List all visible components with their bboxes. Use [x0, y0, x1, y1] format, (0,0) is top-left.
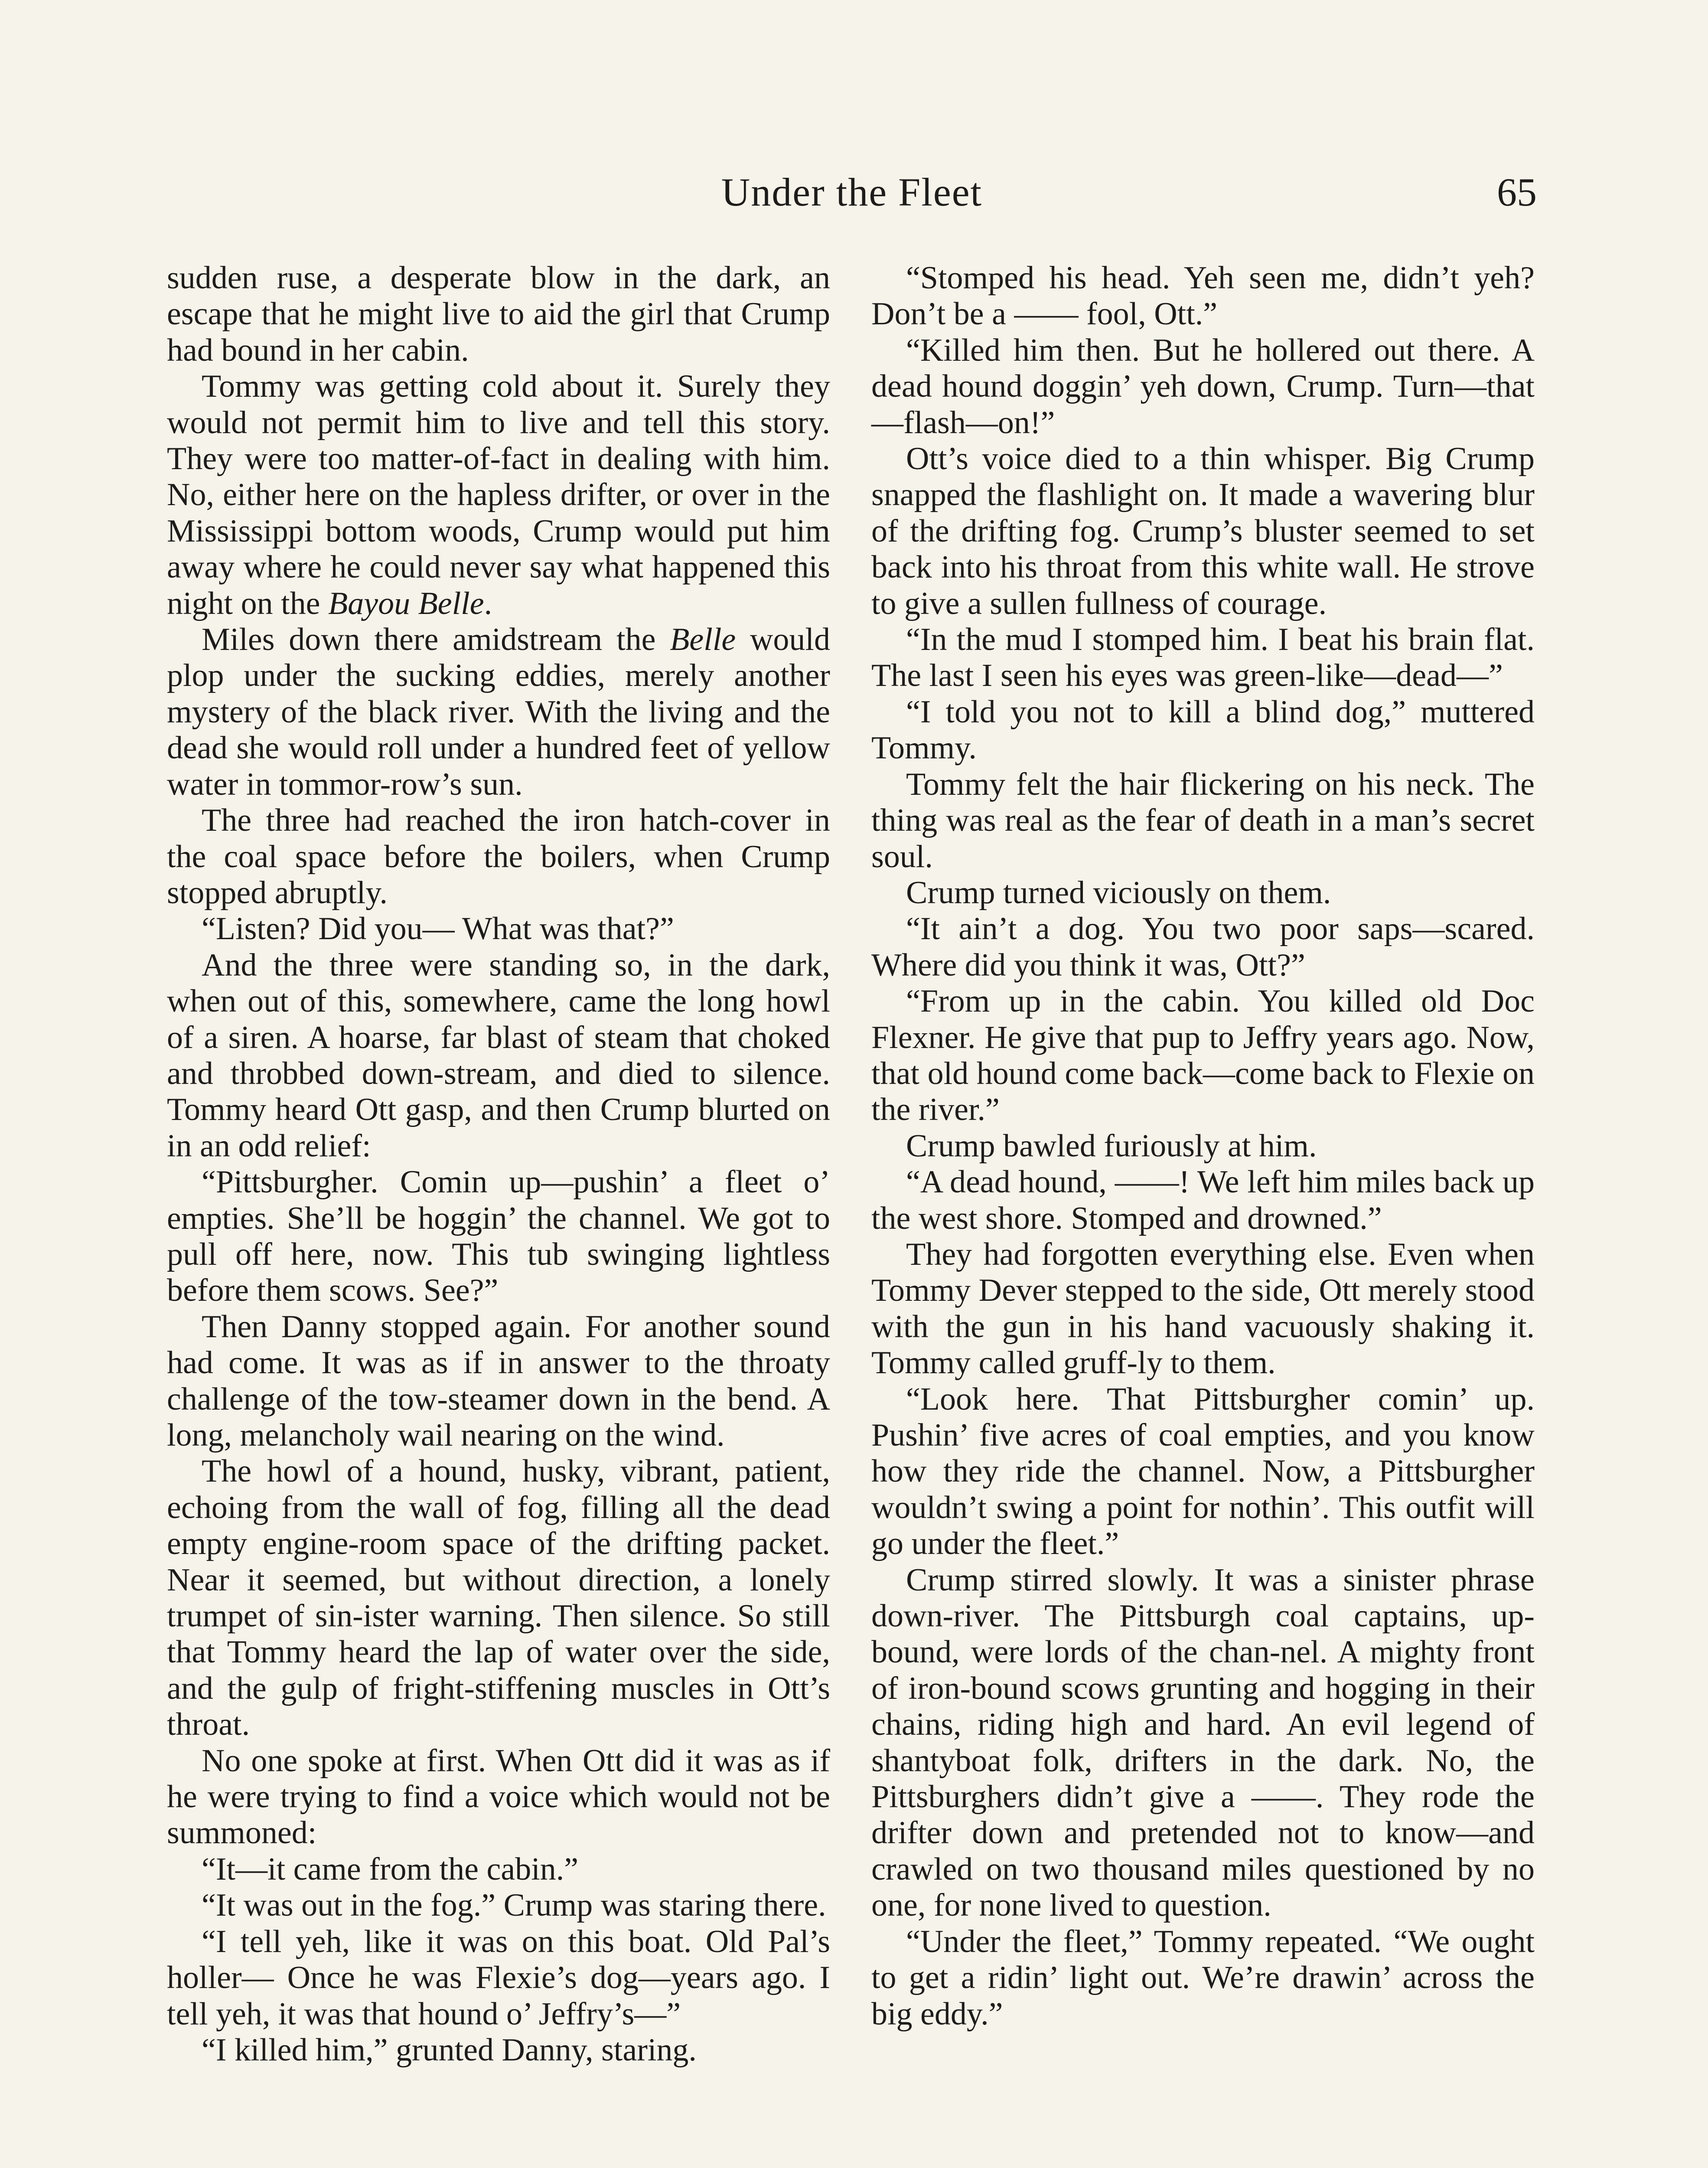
paragraph: Crump bawled furiously at him. [906, 1128, 1317, 1164]
paragraph: Crump turned viciously on them. [906, 875, 1331, 911]
paragraph: “Under the fleet,” Tommy repeated. “We ought to get a ridin’ light out. We’re drawin’ across the big eddy.” [871, 1923, 1535, 2032]
paragraph: No one spoke at first. When Ott did it was as if he were trying to find a voice which would not be summoned: [167, 1743, 830, 1851]
paragraph: “Listen? Did you— What was that?” [202, 911, 674, 947]
paragraph: “It was out in the fog.” Crump was staring there. [202, 1887, 826, 1923]
page-header [167, 169, 1537, 225]
paragraph: “In the mud I stomped him. I beat his brain flat. The last I seen his eyes was green-like—dead—” [871, 622, 1535, 694]
page-number: 65 [1497, 170, 1537, 214]
paragraph: Ott’s voice died to a thin whisper. Big Crump snapped the flashlight on. It made a wavering blur of the drifting fog. Crump’s bluster seemed to set back into his throat from this white wall. He strove to give a sullen fullness of courage. [871, 441, 1535, 621]
paragraph: Tommy felt the hair flickering on his neck. The thing was real as the fear of death in a man’s secret soul. [871, 766, 1535, 875]
paragraph: “It—it came from the cabin.” [202, 1851, 579, 1887]
paragraph: “I tell yeh, like it was on this boat. Old Pal’s holler— Once he was Flexie’s dog—years ago. I tell yeh, it was that hound o’ Jeffry’s—” [167, 1923, 830, 2032]
paragraph: “Stomped his head. Yeh seen me, didn’t yeh? Don’t be a —— fool, Ott.” [871, 260, 1535, 332]
paragraph: Tommy was getting cold about it. Surely they would not permit him to live and tell this story. They were too matter-of-fact in dealing with him. No, either here on the hapless drifter, or over in the Mississippi bottom woods, Crump would put him away where he could never say what happened this night on the Bayou Belle. [167, 369, 830, 621]
paragraph: “I killed him,” grunted Danny, staring. [202, 2032, 697, 2068]
paragraph: They had forgotten everything else. Even when Tommy Dever stepped to the side, Ott merely stood with the gun in his hand vacuously shaking it. Tommy called gruff-ly to them. [871, 1236, 1535, 1381]
paragraph: “A dead hound, ——! We left him miles back up the west shore. Stomped and drowned.” [871, 1164, 1535, 1236]
paragraph: The three had reached the iron hatch-cover in the coal space before the boilers, when Crump stopped abruptly. [167, 803, 830, 911]
paragraph: “Look here. That Pittsburgher comin’ up. Pushin’ five acres of coal empties, and you know how they ride the channel. Now, a Pittsburgher wouldn’t swing a point for nothin’. This outfit will go under the fleet.” [871, 1381, 1535, 1562]
paragraph: “It ain’t a dog. You two poor saps—scared. Where did you think it was, Ott?” [871, 911, 1535, 983]
paragraph: The howl of a hound, husky, vibrant, patient, echoing from the wall of fog, filling all the dead empty engine-room space of the drifting packet. Near it seemed, but without direction, a lonely trumpet of sin-ister warning. Then silence. So still that Tommy heard the lap of water over the side, and the gulp of fright-stiffening muscles in Ott’s throat. [167, 1453, 830, 1743]
running-title: Under the Fleet [721, 170, 983, 214]
paragraph: And the three were standing so, in the dark, when out of this, somewhere, came the long howl of a siren. A hoarse, far blast of steam that choked and throbbed down-stream, and died to silence. Tommy heard Ott gasp, and then Crump blurted on in an odd relief: [167, 947, 830, 1164]
paragraph: “Killed him then. But he hollered out there. A dead hound doggin’ yeh down, Crump. Turn—that—flash—on!” [871, 332, 1535, 441]
paragraph: “From up in the cabin. You killed old Doc Flexner. He give that pup to Jeffry years ago. Now, that old hound come back—come back to Flexie on the river.” [871, 983, 1535, 1128]
paragraph: Then Danny stopped again. For another sound had come. It was as if in answer to the throaty challenge of the tow-steamer down in the bend. A long, melancholy wail nearing on the wind. [167, 1309, 830, 1453]
paragraph: “I told you not to kill a blind dog,” muttered Tommy. [871, 694, 1535, 766]
paragraph: sudden ruse, a desperate blow in the dark, an escape that he might live to aid the girl that Crump had bound in her cabin. [167, 260, 830, 368]
right-column [871, 260, 1535, 2032]
left-column [167, 260, 830, 2068]
paragraph: “Pittsburgher. Comin up—pushin’ a fleet o’ empties. She’ll be hoggin’ the channel. We got to pull off here, now. This tub swinging lightless before them scows. See?” [167, 1164, 830, 1309]
paragraph: Miles down there amidstream the Belle would plop under the sucking eddies, merely another mystery of the black river. With the living and the dead she would roll under a hundred feet of yellow water in tommor-row’s sun. [167, 622, 830, 802]
paragraph: Crump stirred slowly. It was a sinister phrase down-river. The Pittsburgh coal captains, up-bound, were lords of the chan-nel. A mighty front of iron-bound scows grunting and hogging in their chains, riding high and hard. An evil legend of shantyboat folk, drifters in the dark. No, the Pittsburghers didn’t give a ——. They rode the drifter down and pretended not to know—and crawled on two thousand miles questioned by no one, for none lived to question. [871, 1562, 1535, 1923]
